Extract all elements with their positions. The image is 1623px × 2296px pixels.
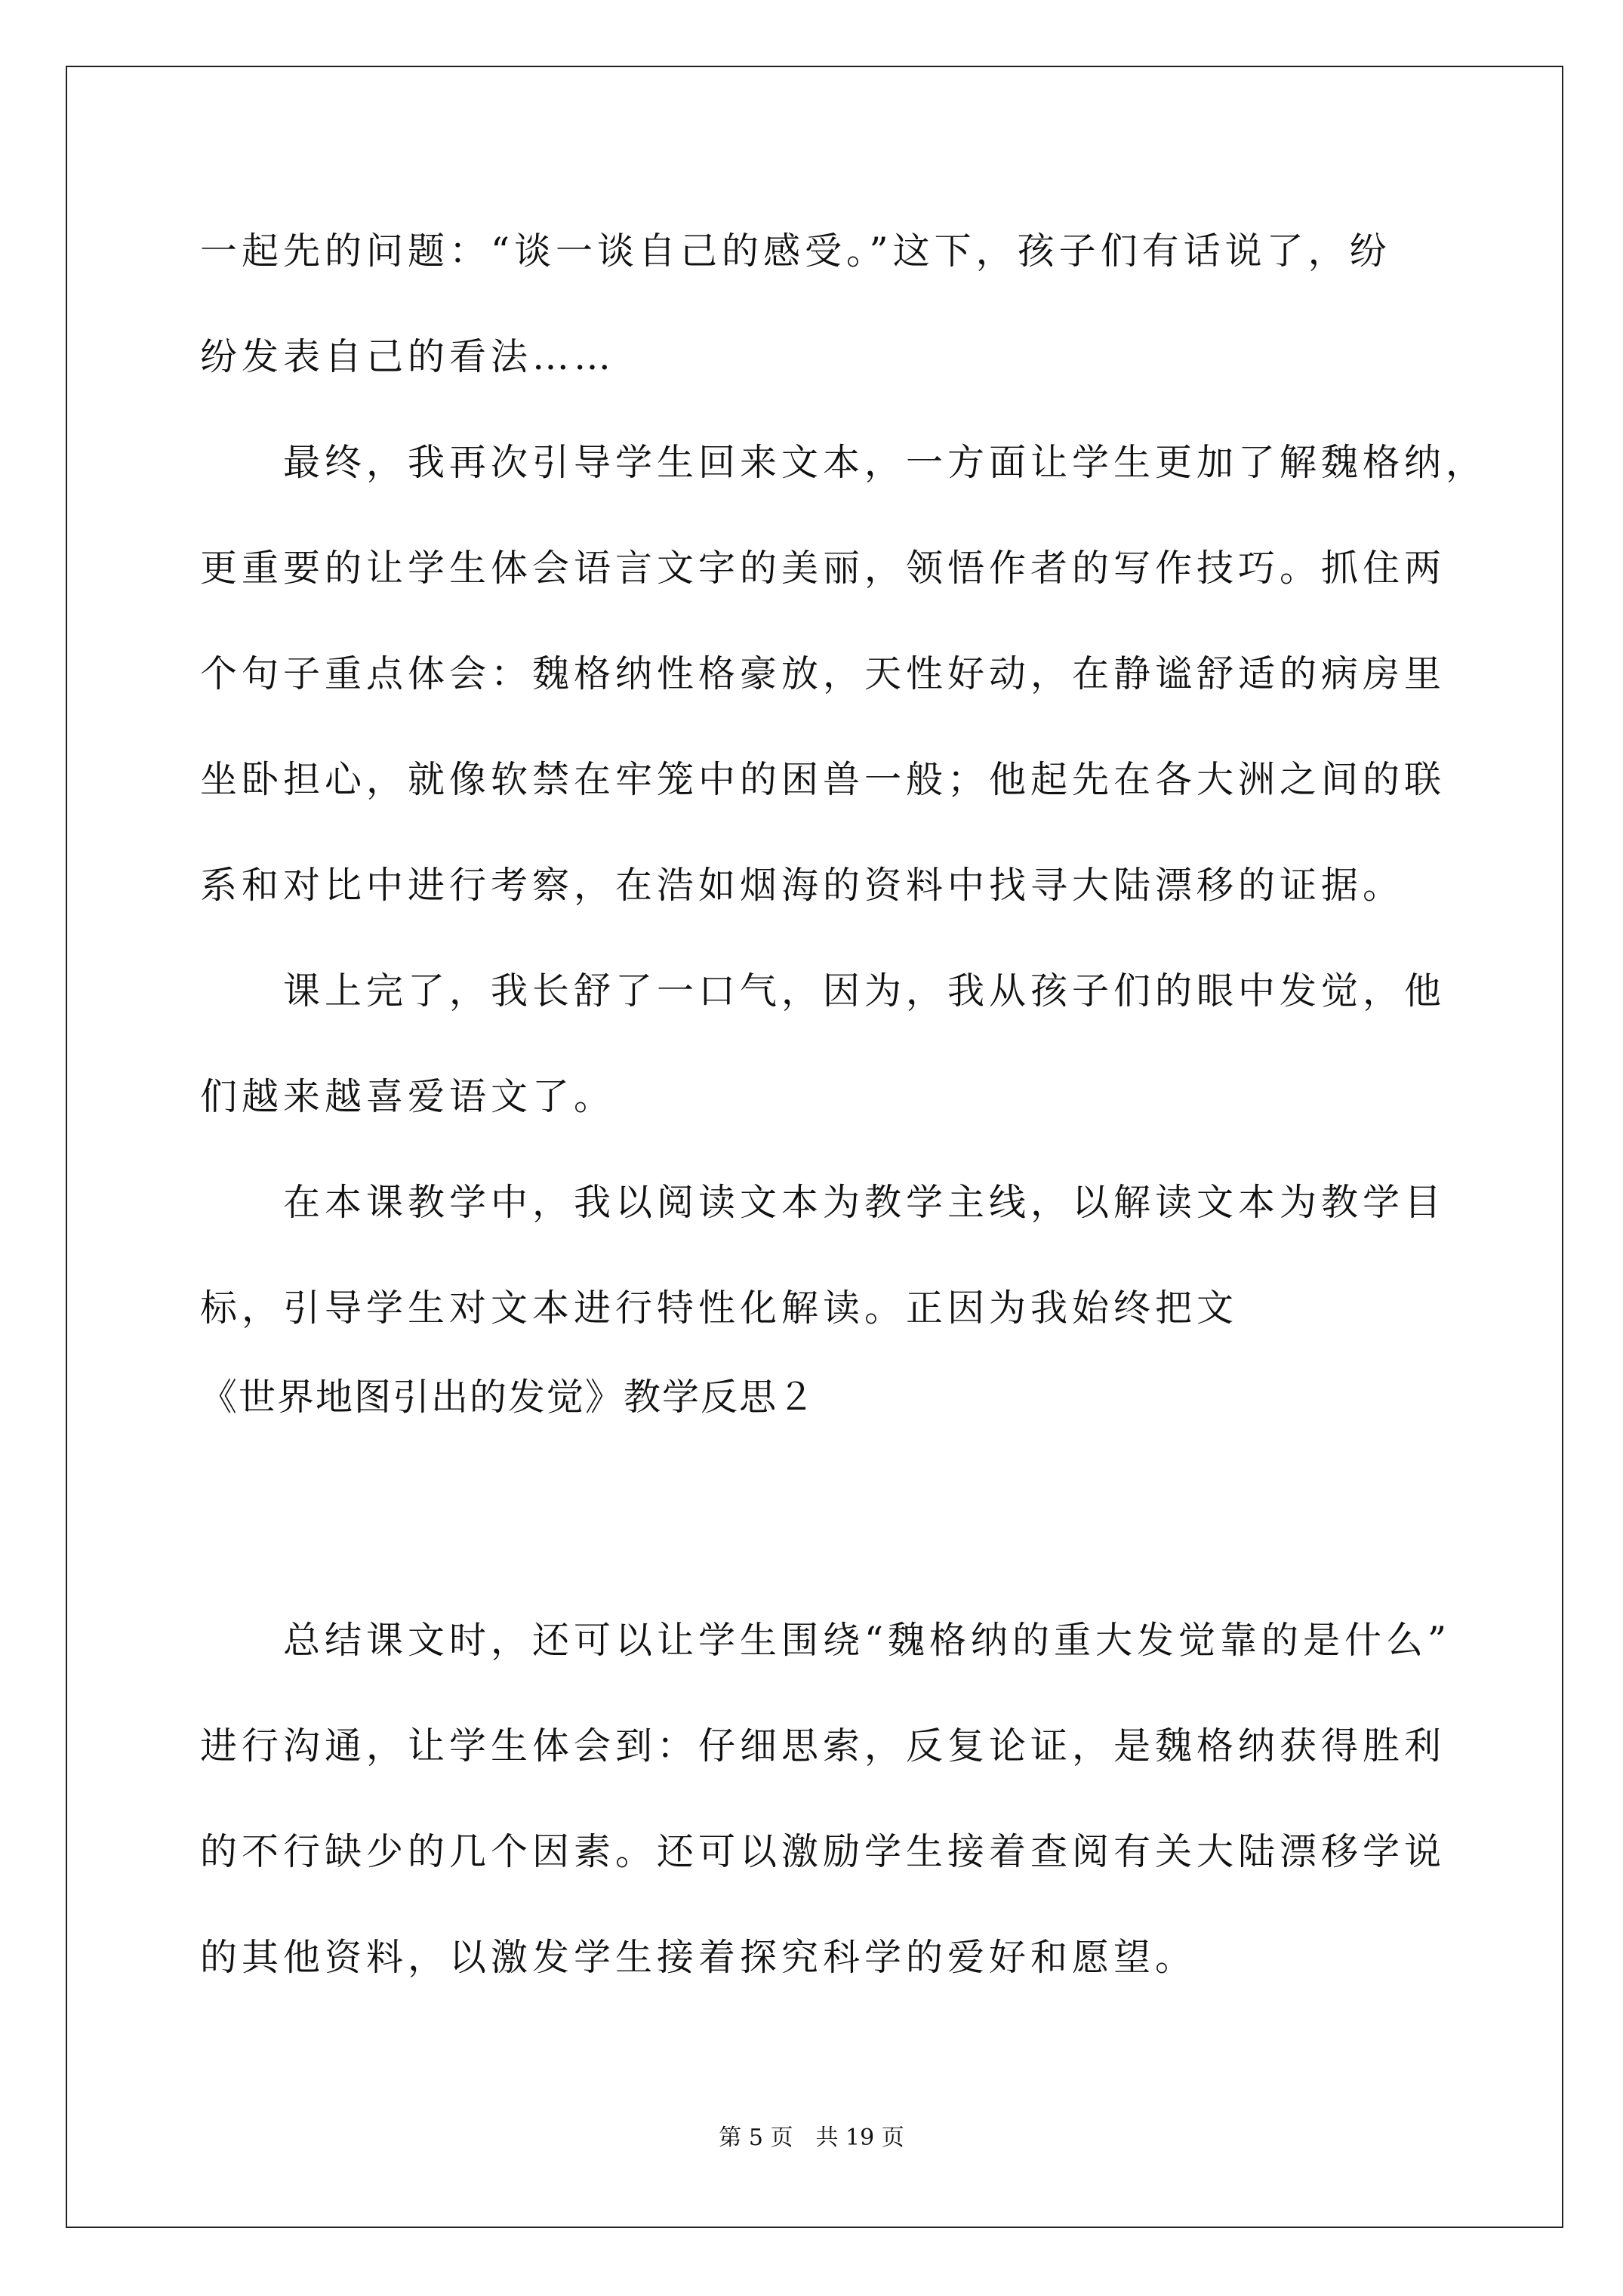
paragraph-3-line-1: 课上完了，我长舒了一口气，因为，我从孩子们的眼中发觉，他	[283, 969, 1446, 1012]
page-number-footer: 第 5 页 共 19 页	[719, 2125, 904, 2151]
paragraph-5-line-3: 的不行缺少的几个因素。还可以激励学生接着查阅有关大陆漂移学说	[200, 1830, 1446, 1873]
paragraph-5-line-2: 进行沟通，让学生体会到：仔细思索，反复论证，是魏格纳获得胜利	[200, 1724, 1446, 1767]
paragraph-1-line-2: 纷发表自己的看法……	[200, 335, 616, 378]
paragraph-3-line-2: 们越来越喜爱语文了。	[200, 1075, 616, 1118]
paragraph-5-line-4: 的其他资料，以激发学生接着探究科学的爱好和愿望。	[200, 1936, 1197, 1979]
paragraph-2-line-2: 更重要的让学生体会语言文字的美丽，领悟作者的写作技巧。抓住两	[200, 547, 1446, 590]
page-border	[66, 66, 1563, 2228]
paragraph-2-line-4: 坐卧担心，就像软禁在牢笼中的困兽一般；他起先在各大洲之间的联	[200, 758, 1446, 801]
paragraph-4-line-1: 在本课教学中，我以阅读文本为教学主线，以解读文本为教学目	[283, 1181, 1446, 1224]
paragraph-2-line-3: 个句子重点体会：魏格纳性格豪放，天性好动，在静谧舒适的病房里	[200, 652, 1446, 695]
paragraph-1-line-1: 一起先的问题：“谈一谈自己的感受。”这下，孩子们有话说了，纷	[200, 230, 1391, 273]
section-heading: 《世界地图引出的发觉》教学反思２	[200, 1376, 817, 1419]
paragraph-2-line-1: 最终，我再次引导学生回来文本，一方面让学生更加了解魏格纳，	[283, 441, 1488, 484]
paragraph-2-line-5: 系和对比中进行考察，在浩如烟海的资料中找寻大陆漂移的证据。	[200, 864, 1405, 907]
paragraph-4-line-2: 标，引导学生对文本进行特性化解读。正因为我始终把文	[200, 1287, 1239, 1330]
paragraph-5-line-1: 总结课文时，还可以让学生围绕“魏格纳的重大发觉靠的是什么”	[283, 1619, 1452, 1662]
